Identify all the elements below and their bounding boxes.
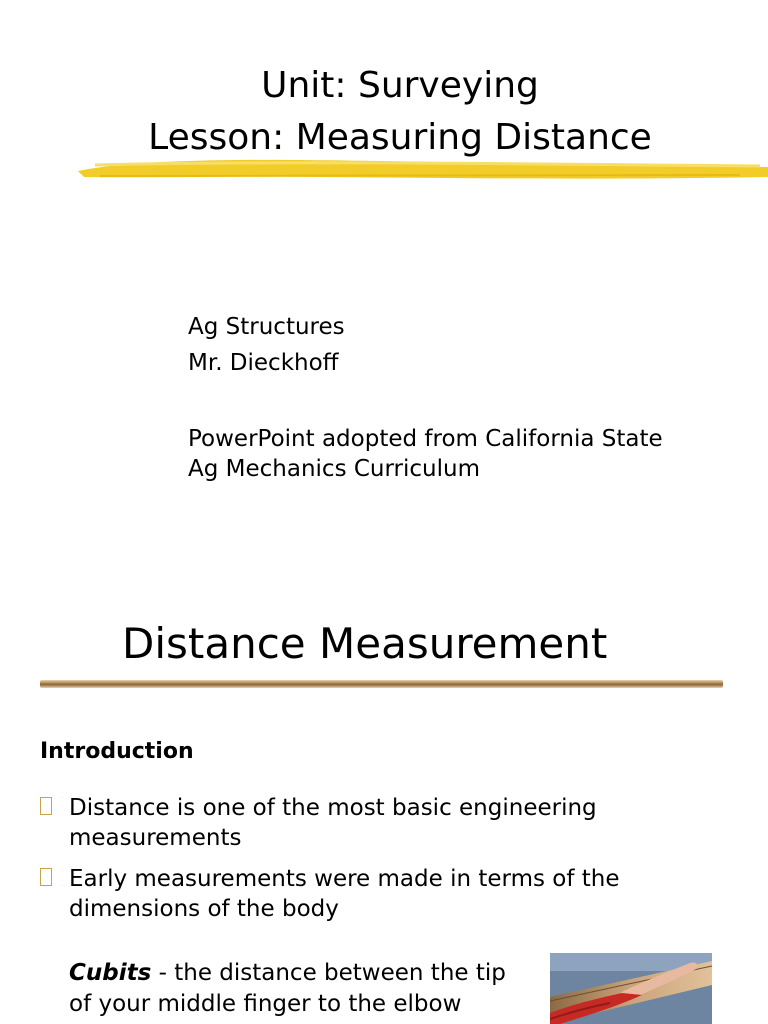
outline-square-bullet-icon xyxy=(40,868,52,886)
slide-title-unit: Unit: Surveying xyxy=(261,65,539,106)
course-name: Ag Structures xyxy=(188,314,345,340)
forearm-cubit-photo xyxy=(550,953,712,1024)
slide-title-lesson: Lesson: Measuring Distance xyxy=(148,117,652,158)
bullet-text-line2: dimensions of the body xyxy=(69,896,339,922)
teacher-name: Mr. Dieckhoff xyxy=(188,350,339,376)
cubits-definition-line2: of your middle finger to the elbow xyxy=(69,991,462,1017)
source-credit xyxy=(188,424,663,484)
slide-title xyxy=(0,60,768,164)
bullet-text-line1: Distance is one of the most basic engineering xyxy=(69,795,597,821)
title-rule-divider xyxy=(40,680,723,688)
cubits-definition xyxy=(69,958,506,1020)
source-credit-line1: PowerPoint adopted from California State xyxy=(188,426,663,452)
slide2-title: Distance Measurement xyxy=(122,619,608,668)
bullet-text-line1: Early measurements were made in terms of the xyxy=(69,866,620,892)
bullet-text-line2: measurements xyxy=(69,825,242,851)
outline-square-bullet-icon xyxy=(40,797,52,815)
cubits-definition-line1: - the distance between the tip xyxy=(151,960,506,986)
yellow-highlighter-stroke xyxy=(0,150,768,186)
cubits-term: Cubits xyxy=(69,960,152,986)
source-credit-line2: Ag Mechanics Curriculum xyxy=(188,456,480,482)
section-heading: Introduction xyxy=(40,739,194,764)
